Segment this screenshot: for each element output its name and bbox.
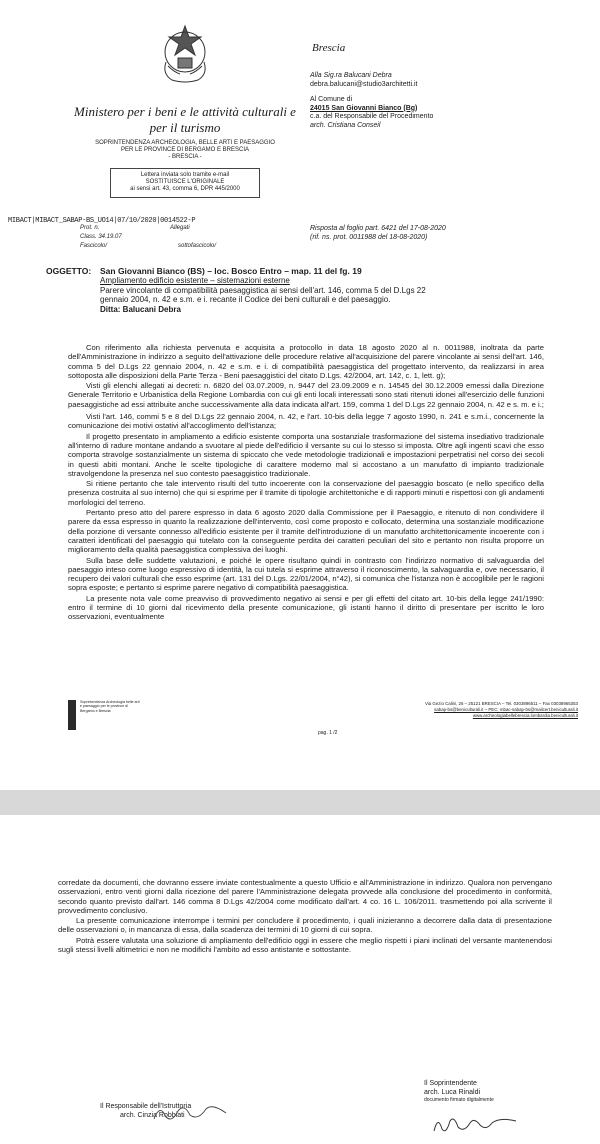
digital-signature-note: documento firmato digitalmente	[424, 1097, 494, 1103]
risposta-line-1: Risposta al foglio part. 6421 del 17-08-2020	[310, 225, 446, 232]
protocol-code: MIBACT|MIBACT_SABAP-BS_UO14|07/10/2020|0014522-P	[8, 217, 196, 225]
recipient-name: Alla Sig.ra Balucani Debra	[310, 72, 392, 79]
paragraph-elenchi: Visti gli elenchi allegati ai decreti: n. 6820 del 03.07.2009, n. 9447 del 23.09.2009 e n. 14545 del 30.12.2009 emessi dalla Direzione Generale Territorio e Urbanistica della Regione Lombardia con cui gli enti locali interessati sono stati ritenuti idonei all'esercizio delle funzioni paesaggistiche ad essi attribuite anche successivamente alla data indicata all'art. 159, comma 1 del D.Lgs 22 gennaio 2004, n. 42 e s. m. e i.;	[68, 381, 544, 409]
recipients-block	[310, 72, 570, 130]
soprintendente-name: arch. Luca Rinaldi	[424, 1088, 481, 1096]
fascicolo-label: Fascicolo/	[80, 243, 108, 249]
paragraph-soluzione: Potrà essere valutata una soluzione di ampliamento dell'edificio oggi in essere che meglio rispetti i piani inclinati del versante mantenendosi sugli stessi livelli altimetrici e non ne modifichi l'ambito ad esso antistante e sottostante.	[58, 935, 552, 955]
ministry-line-2: per il turismo	[149, 120, 221, 135]
email-stamp-box	[110, 168, 260, 198]
soprintendente-signature-block	[424, 1080, 574, 1104]
class-label: Class. 34.19.07	[80, 234, 122, 240]
paragraph-termini: La presente comunicazione interrompe i termini per concludere il procedimento, i quali inizieranno a decorrere dalla data di presentazione delle osservazioni o, in mancanza di essa, dalla scadenza dei termini di 10 giorni di cui sopra.	[58, 916, 552, 935]
page-gutter	[0, 790, 600, 815]
soprintendente-title: Il Soprintendente	[424, 1080, 477, 1087]
header-city: Brescia	[312, 42, 346, 54]
paragraph-preavviso: La presente nota vale come preavviso di provvedimento negativo ai sensi e per gli effetti del citato art. 10-bis della legge 241/1990: entro il termine di 10 giorni dal ricevimento della presente comunicazione, gli istanti hanno il diritto di presentare per iscritto le loro osservazioni, eventualmente	[68, 593, 544, 622]
ministry-line-1: Ministero per i beni e le attività culturali e	[74, 104, 296, 119]
paragraph-osservazioni: corredate da documenti, che dovranno essere inviate contestualmente a questo Ufficio e all'Amministrazione in indirizzo. Qualora non pervengano osservazioni, entro venti giorni dalla ricezione del parere l'Amministrazione delegata provvede alla conclusione del procedimento in conformità, secondo quanto previsto dall'art. 146 comma 8 D.Lgs 42/2004 come modificato dall'art. 4 co. 16 L. 106/2011. trasmettendo poi alla scrivente il provvedimento conclusivo.	[58, 878, 552, 915]
soprintendenza-heading	[70, 140, 300, 162]
body-text-page-2	[58, 878, 552, 954]
paragraph-richiesta: Con riferimento alla richiesta pervenuta e acquisita a protocollo in data 18 agosto 2020 al n. 0011988, inoltrata da parte dell'Amministrazione in indirizzo a seguito dell'attivazione delle procedure relative all'acquisizione del parere vincolante ai sensi dell'art. 146, comma 5 del D.Lgs 22 gennaio 2004, n. 42 e s.m. e i. di compatibilità paesaggistica del progettato intervento, da realizzarsi in area sottoposta alle disposizioni della Parte Terza - Beni paesaggistici del citato D.Lgs. 42/2004, art. 142, c. 1, lett. g);	[68, 343, 544, 380]
oggetto-label: OGGETTO:	[46, 266, 92, 276]
paragraph-ritiene: Si ritiene pertanto che tale intervento risulti del tutto incoerente con la conservazione del paesaggio boscato (e nello specifico della presenza costruita al suo interno) che qui si esprime per il tramite di tipologie architettoniche e di rapporti minuti e rispettosi con gli andamenti morfologici del terreno.	[68, 479, 544, 507]
stamp-line-1: Lettera inviata solo tramite e-mail	[140, 172, 230, 178]
responsabile-name: arch. Cinzia Robbiati	[120, 1111, 185, 1119]
recipient-comune-label: Al Comune di	[310, 96, 353, 103]
recipient-email: debra.balucani@studio3architetti.it	[310, 80, 418, 88]
soprintendente-handwritten-signature	[430, 1111, 520, 1137]
document-page-2	[0, 815, 600, 1144]
footer-logo-icon	[68, 700, 76, 730]
soprintendenza-line-3: - BRESCIA -	[168, 154, 202, 161]
paragraph-commissione: Pertanto preso atto del parere espresso in data 6 agosto 2020 dalla Commissione per il Paesaggio, e ritenuto di non condividere il parere da essa espresso in quanto la realizzazione dell'intervento, così come proposto e collocato, determina una sostanziale modificazione della porzione di versante connesso all'edificio esistente per il tramite dell'introduzione di un manufatto architettonicamente incoerente con i caratteri identificati del paesaggio qui tutelato con la conseguente perdita dei caratteri peculiari del sito e pertanto non risulta proporre un miglioramento della qualità paesaggistica complessiva dei luoghi.	[68, 508, 544, 555]
allegati-label: Allegati	[170, 225, 190, 231]
recipient-comune: 24015 San Giovanni Bianco (Bg)	[310, 104, 418, 112]
oggetto-line-4: gennaio 2004, n. 42 e s.m. e i. recante il Codice dei beni culturali e del paesaggio.	[100, 295, 391, 304]
stamp-line-2: SOSTITUISCE L'ORIGINALE	[145, 179, 225, 186]
recipient-responsabile-name: arch. Cristiana Conseil	[310, 121, 381, 129]
soprintendenza-line-1: SOPRINTENDENZA ARCHEOLOGIA, BELLE ARTI E PAESAGGIO	[95, 140, 275, 146]
sottofascicolo-label: sottofascicolo/	[178, 243, 217, 249]
responsabile-title: Il Responsabile dell'Istruttoria	[100, 1103, 192, 1110]
page-number: pag. 1 /2	[318, 730, 338, 736]
oggetto-title: San Giovanni Bianco (BS) – loc. Bosco Entro – map. 11 del fg. 19	[100, 266, 362, 276]
risposta-line-2: (rif. ns. prot. 0011988 del 18-08-2020)	[310, 234, 428, 241]
responsabile-handwritten-signature	[150, 1097, 230, 1127]
footer-contacts	[368, 701, 578, 719]
soprintendenza-line-2: PER LE PROVINCE DI BERGAMO E BRESCIA	[120, 147, 250, 154]
italian-republic-emblem-icon	[158, 22, 212, 84]
footer-website[interactable]: www.archeologiabellebrescia.lombardia.beniculturali.it	[472, 713, 578, 718]
paragraph-progetto: Il progetto presentato in ampliamento a edificio esistente comporta una sostanziale trasformazione del sistema insediativo tradizionale all'interno di radure montane andando a svuotare al piede dell'edificio il versante su cui lo stesso si imposta. Oltre agli ingenti scavi che esso comporta stravolge sostanzialmente un sistema di spiccato che vede metodologie tradizionali e impostazioni perpetratisi nel corso dei secoli in questi abiti montani. Anche le scelte tipologiche di carattere moderno mal si accostano a un manufatto di impianto tradizionale stravolgendone la presenza nel suo contesto paesaggistico tradizionale.	[68, 431, 544, 478]
body-text-page-1	[68, 343, 544, 622]
paragraph-visti: Visti l'art. 146, commi 5 e 8 del D.Lgs 22 gennaio 2004, n. 42, e l'art. 10-bis della legge 7 agosto 1990, n. 241 e s.m.i., concernente la comunicazione dei motivi ostativi all'accoglimento dell'istanza;	[68, 412, 544, 431]
footer-address: Via Gezio Calini, 26 – 25121 BRESCIA – Tel. 0303896511 – Fax 03038965353	[424, 701, 578, 706]
recipient-responsabile: c.a. del Responsabile del Procedimento	[310, 113, 434, 120]
ministry-name	[55, 104, 315, 136]
footer-logo-text: Soprintendenza Archeologia belle arti e paesaggio per le province di Bergamo e Brescia	[80, 700, 140, 713]
oggetto-block	[100, 266, 580, 314]
paragraph-valutazioni: Sulla base delle suddette valutazioni, e poiché le opere risultano quindi in contrasto con l'indirizzo normativo di salvaguardia del paesaggio inteso come luogo espressivo di identità, la cui tutela si esprime attraverso il riconoscimento, la salvaguardia e, ove necessario, il recupero dei valori culturali che esso esprime (art. 131 del D.Lgs. 22/01/2004, n°42), si comunica che l'istanza non è accoglibile per le ragioni sopra esposte; e pertanto si esprime parere negativo di compatibilità paesaggistica.	[68, 555, 544, 593]
prot-label: Prot. n.	[80, 225, 100, 231]
stamp-line-3: ai sensi art. 43, comma 6, DPR 445/2000	[130, 186, 240, 193]
oggetto-subtitle: Ampliamento edificio esistente – sistemazioni esterne	[100, 276, 290, 285]
oggetto-ditta: Ditta: Balucani Debra	[100, 304, 181, 314]
footer-email[interactable]: sabap-bs@beniculturali.it – PEC: mbac-sabap-bs@mailcert.beniculturali.it	[434, 707, 578, 712]
oggetto-line-3: Parere vincolante di compatibilità paesaggistica ai sensi dell'art. 146, comma 5 del D.Lgs 22	[100, 285, 426, 295]
